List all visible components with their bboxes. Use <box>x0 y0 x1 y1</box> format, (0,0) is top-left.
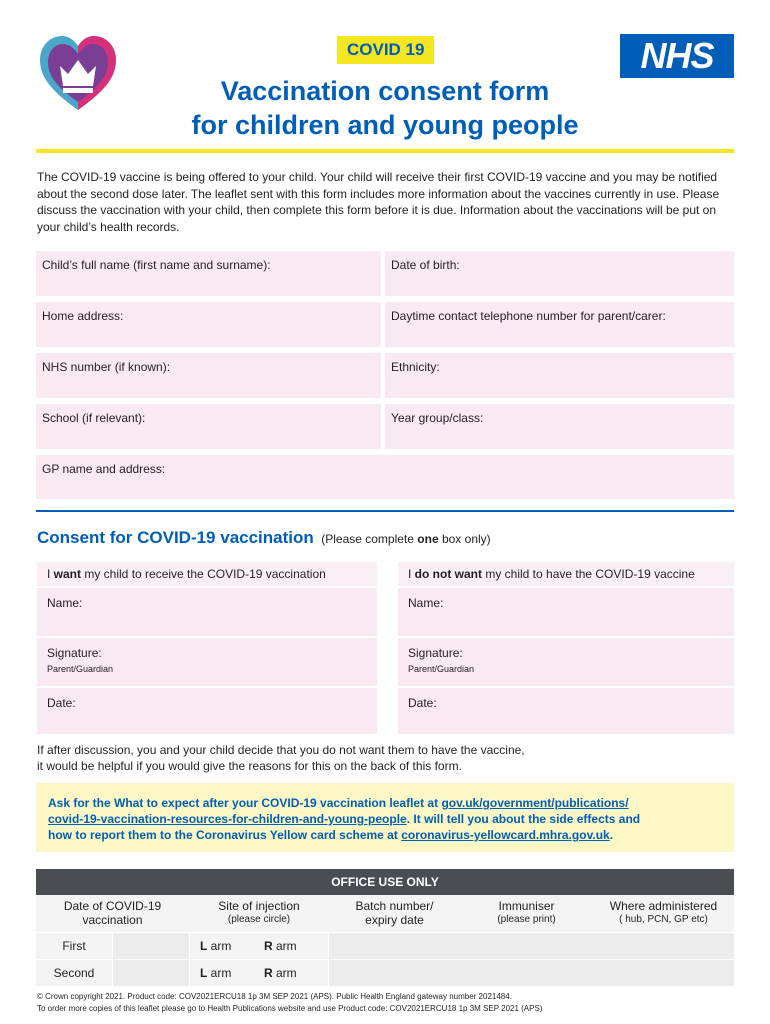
title-divider <box>36 149 734 153</box>
info-box: Ask for the What to expect after your COVID-19 vaccination leaflet at gov.uk/government/publications/ covid-19-vaccination-resources-for-children-and-young-people. It will tell you about the side effects and how to report them to the Coronavirus Yellow card scheme at coronavirus-yellowcard.mhra.gov.uk. <box>36 783 734 852</box>
col-where: Where administered ( hub, PCN, GP etc) <box>609 899 718 925</box>
want-date-field[interactable]: Date: <box>37 688 377 734</box>
row-second-label: Second <box>36 960 112 986</box>
not-want-name-field[interactable]: Name: <box>398 588 734 636</box>
child-details-section <box>36 251 734 499</box>
gov-uk-link[interactable]: gov.uk/government/publications/ <box>441 796 629 810</box>
child-name-field[interactable]: Child’s full name (first name and surname): <box>36 251 381 296</box>
consent-not-want-box <box>398 562 734 734</box>
col-site: Site of injection (please circle) <box>218 899 300 925</box>
reasons-text: If after discussion, you and your child decide that you do not want them to have the vaccine, it would be helpful if you would give the reasons for this on the back of this form. <box>37 743 525 773</box>
gp-field[interactable]: GP name and address: <box>36 455 734 499</box>
second-left-arm[interactable]: L arm <box>190 960 258 986</box>
not-want-signature-field[interactable]: Signature: Parent/Guardian <box>398 638 734 686</box>
consent-heading: Consent for COVID-19 vaccination (Please complete one box only) <box>37 528 491 547</box>
row-first-label: First <box>36 933 112 959</box>
first-rest-cells[interactable] <box>329 933 734 959</box>
want-name-field[interactable]: Name: <box>37 588 377 636</box>
ethnicity-field[interactable]: Ethnicity: <box>385 353 734 398</box>
second-right-arm[interactable]: R arm <box>258 960 328 986</box>
want-signature-field[interactable]: Signature: Parent/Guardian <box>37 638 377 686</box>
year-group-field[interactable]: Year group/class: <box>385 404 734 449</box>
first-left-arm[interactable]: L arm <box>190 933 258 959</box>
dob-field[interactable]: Date of birth: <box>385 251 734 296</box>
footer: © Crown copyright 2021. Product code: COV2021ERCU18 1p 3M SEP 2021 (APS). Public Health England gateway number 2021484. To order more copies of this leaflet please go to Health Publications website and use Product code: COV2021ERCU18 1p 3M SEP 2021 (APS) <box>37 992 543 1013</box>
office-use-table <box>36 869 734 986</box>
intro-text: The COVID-19 vaccine is being offered to your child. Your child will receive their first COVID-19 vaccine and you may be notified about the second dose later. The leaflet sent with this form includes more information about the vaccines currently in use. Please discuss the vaccination with your child, then complete this form before it is due. Information about the vaccinations will be put on your child’s health records. <box>37 170 720 234</box>
first-date-cell[interactable] <box>113 933 189 959</box>
table-row <box>36 959 734 986</box>
page-title: Vaccination consent form for children and young people <box>191 76 579 140</box>
consent-want-box <box>37 562 377 734</box>
nhs-number-field[interactable]: NHS number (if known): <box>36 353 381 398</box>
col-immuniser: Immuniser (please print) <box>497 899 556 925</box>
second-date-cell[interactable] <box>113 960 189 986</box>
not-want-date-field[interactable]: Date: <box>398 688 734 734</box>
col-date: Date of COVID-19 vaccination <box>63 899 162 927</box>
col-batch: Batch number/ expiry date <box>355 899 434 927</box>
consent-want-label: I want my child to receive the COVID-19 vaccination <box>37 562 377 586</box>
second-rest-cells[interactable] <box>329 960 734 986</box>
school-field[interactable]: School (if relevant): <box>36 404 381 449</box>
gov-uk-link-cont[interactable]: covid-19-vaccination-resources-for-children-and-young-people <box>48 812 407 826</box>
heart-crown-icon <box>36 32 120 116</box>
yellowcard-link[interactable]: coronavirus-yellowcard.mhra.gov.uk <box>401 828 610 842</box>
covid-tag: COVID 19 <box>337 36 434 64</box>
section-divider <box>36 510 734 512</box>
daytime-phone-field[interactable]: Daytime contact telephone number for parent/carer: <box>385 302 734 347</box>
consent-not-want-label: I do not want my child to have the COVID-19 vaccine <box>398 562 734 586</box>
office-heading: OFFICE USE ONLY <box>36 869 734 895</box>
first-right-arm[interactable]: R arm <box>258 933 328 959</box>
home-address-field[interactable]: Home address: <box>36 302 381 347</box>
office-column-headers <box>36 895 734 932</box>
table-row <box>36 932 734 959</box>
nhs-logo: NHS <box>620 34 734 78</box>
